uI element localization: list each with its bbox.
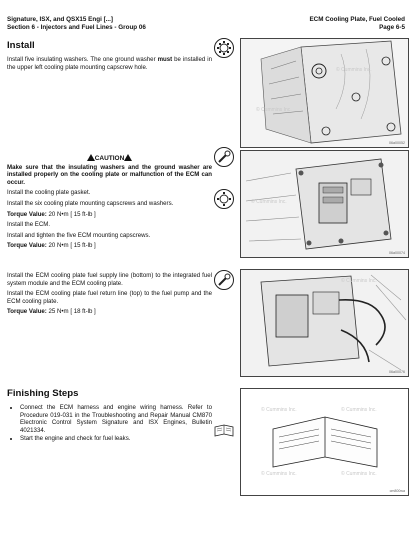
warning-triangle-icon	[87, 154, 95, 161]
watermark: © Cummins Inc.	[261, 407, 297, 413]
watermark: © Cummins Inc.	[341, 471, 377, 477]
torque-value: Torque Value: 20 N•m [ 15 ft-lb ]	[7, 242, 96, 250]
watermark: © Cummins Inc.	[341, 407, 377, 413]
warning-triangle-icon	[124, 154, 132, 161]
caution-text: Make sure that the insulating washers and the ground washer are installed properly on the cooling plate or malfunction of the ECM can occur.	[7, 163, 212, 186]
caution-heading: CAUTION	[7, 154, 212, 163]
install-text: Install five insulating washers. The one ground washer must be installed in the upper left cooling plate mounting capscrew hole.	[7, 56, 212, 71]
step-text: Install the cooling plate gasket.	[7, 189, 91, 197]
figure-id: 06a00074	[389, 251, 405, 255]
open-book-illustration	[241, 389, 408, 495]
manual-reference-icon	[214, 424, 234, 443]
step-text: Install the ECM cooling plate fuel return line (top) to the fuel pump and the ECM cooling plate.	[7, 290, 212, 305]
ecm-install-figure	[240, 150, 409, 258]
step-text: Install and tighten the five ECM mounting capscrews.	[7, 231, 151, 239]
list-item: • Start the engine and check for fuel leaks.	[20, 435, 212, 443]
watermark: © Cummins Inc.	[341, 278, 377, 284]
step-text: Install the six cooling plate mounting capscrews and washers.	[7, 199, 174, 207]
install-washers-figure	[240, 38, 409, 148]
finishing-steps-heading: Finishing Steps	[7, 388, 79, 399]
header-right	[309, 16, 405, 32]
watermark: © Cummins Inc.	[251, 199, 287, 205]
watermark: © Cummins Inc.	[261, 471, 297, 477]
procedure-title: ECM Cooling Plate, Fuel Cooled	[309, 16, 405, 23]
fuel-line-steps	[7, 272, 212, 319]
torque-value: Torque Value: 25 N•m [ 18 ft-lb ]	[7, 308, 96, 316]
manual-title: Signature, ISX, and QSX15 Engi [...]	[7, 16, 114, 23]
ecm-plate-washers-illustration	[241, 39, 408, 147]
step-text: Install the ECM cooling plate fuel supply line (bottom) to the integrated fuel system module and the ECM cooling plate.	[7, 272, 212, 287]
wrench-tool-icon	[214, 270, 234, 290]
list-item: • Connect the ECM harness and engine wiring harness. Refer to Procedure 019-031 in the Troubleshooting and Repair Manual CM870 Electronic Control System Signature and ISX Engines, Bulletin 4021334.	[20, 404, 212, 434]
wrench-tool-icon	[214, 38, 234, 58]
section-title: Section 6 - Injectors and Fuel Lines - Group 06	[7, 24, 146, 31]
manual-reference-figure	[240, 388, 409, 496]
fuel-line-figure	[240, 269, 409, 377]
watermark: © Cummins Inc.	[336, 67, 372, 73]
figure-id: cm800wa	[389, 489, 405, 493]
watermark: © Cummins Inc.	[256, 107, 292, 113]
figure-id: 06a00076	[389, 370, 405, 374]
header-left	[7, 16, 146, 32]
caution-block	[7, 154, 212, 253]
socket-tool-icon	[214, 189, 234, 209]
torque-value: Torque Value: 20 N•m [ 15 ft-lb ]	[7, 210, 96, 218]
figure-id: 06a00052	[389, 141, 405, 145]
wrench-tool-icon	[214, 147, 234, 167]
step-text: Install the ECM.	[7, 221, 51, 229]
install-heading: Install	[7, 40, 35, 51]
page-number: Page 6-5	[379, 24, 405, 31]
finishing-steps-list	[7, 404, 212, 444]
fuel-lines-illustration	[241, 270, 408, 376]
